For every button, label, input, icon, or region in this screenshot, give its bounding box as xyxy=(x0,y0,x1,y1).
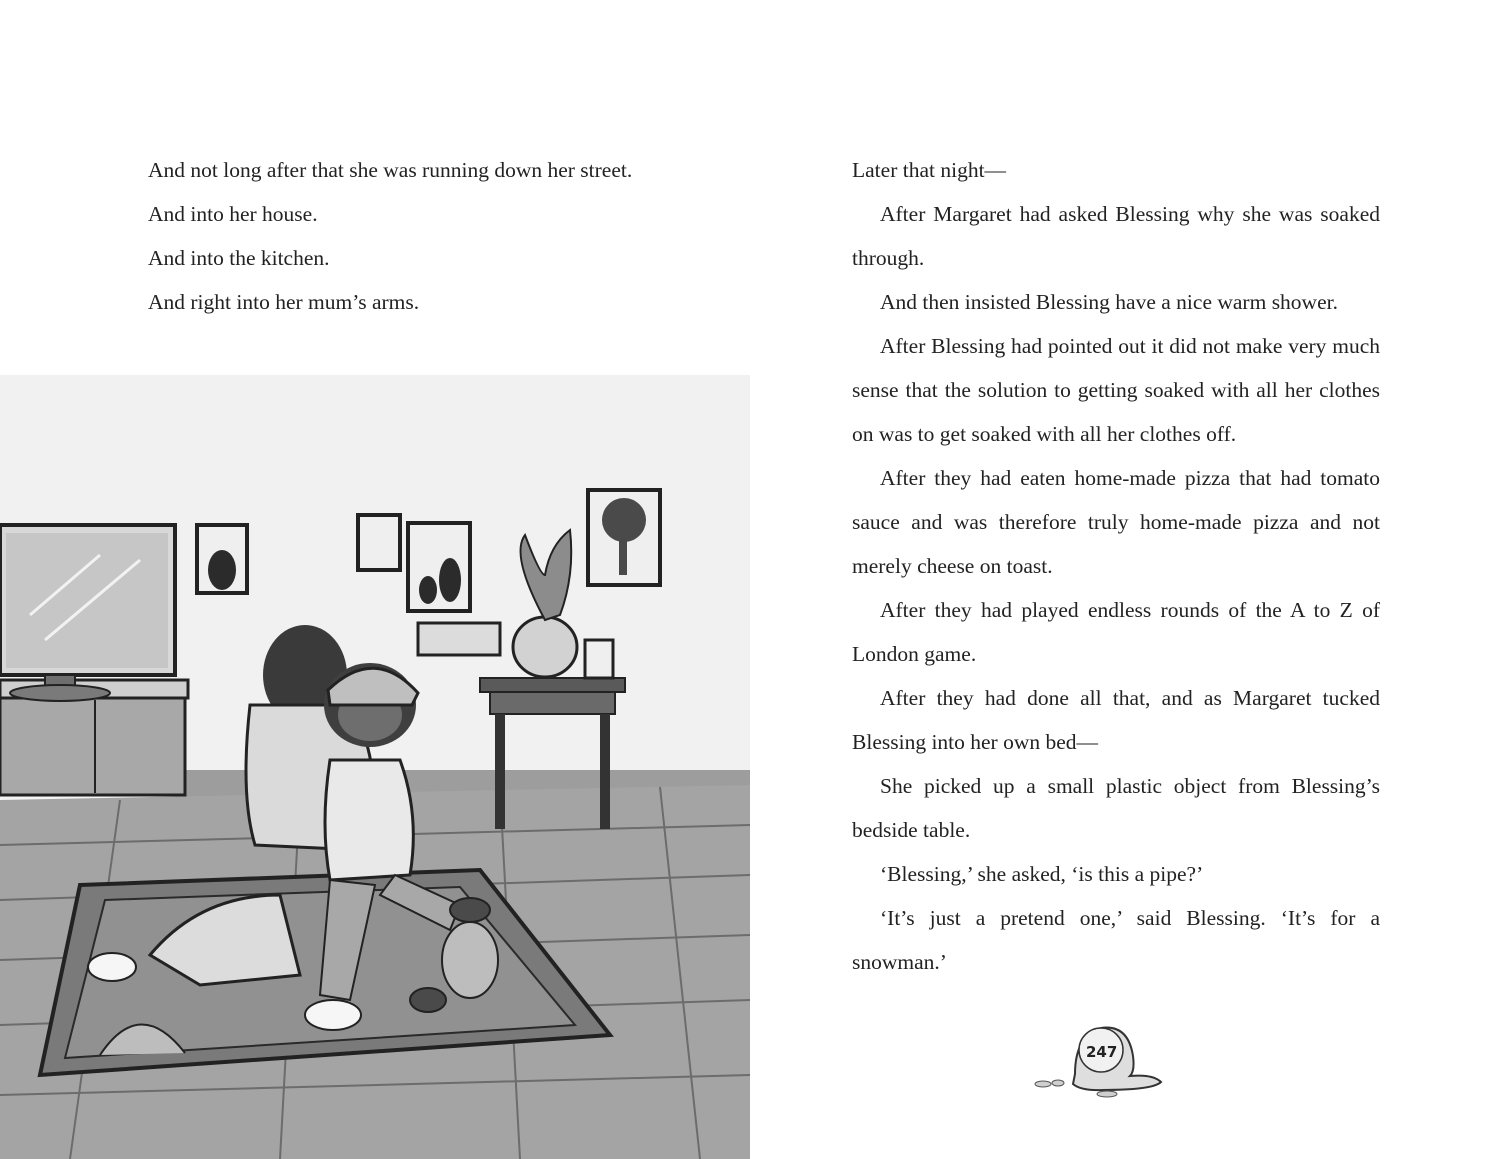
right-page xyxy=(750,0,1500,1159)
paragraph: After they had played endless rounds of the A to Z of London game. xyxy=(852,598,1380,666)
right-page-text xyxy=(852,148,1380,984)
page-number: 247 xyxy=(1086,1043,1118,1061)
page-number-snowball xyxy=(1033,1016,1168,1098)
paragraph: And into the kitchen. xyxy=(148,246,330,270)
paragraph: And right into her mum’s arms. xyxy=(148,290,420,314)
paragraph: She picked up a small plastic object from Blessing’s bedside table. xyxy=(852,774,1380,842)
paragraph: And then insisted Blessing have a nice warm shower. xyxy=(880,290,1338,314)
paragraph: Later that night— xyxy=(852,158,1007,182)
left-page-text xyxy=(120,148,648,324)
paragraph: And into her house. xyxy=(148,202,318,226)
paragraph: After Blessing had pointed out it did not make very much sense that the solution to getting soaked with all her clothes on was to get soaked with all her clothes off. xyxy=(852,334,1380,446)
paragraph: After Margaret had asked Blessing why she was soaked through. xyxy=(852,202,1380,270)
paragraph: After they had eaten home-made pizza that had tomato sauce and was therefore truly home-made pizza and not merely cheese on toast. xyxy=(852,466,1380,578)
paragraph: After they had done all that, and as Margaret tucked Blessing into her own bed— xyxy=(852,686,1380,754)
illustration-hug-in-living-room xyxy=(0,375,750,1159)
paragraph: ‘It’s just a pretend one,’ said Blessing. ‘It’s for a snowman.’ xyxy=(852,906,1380,974)
paragraph: ‘Blessing,’ she asked, ‘is this a pipe?’ xyxy=(880,862,1204,886)
paragraph: And not long after that she was running down her street. xyxy=(148,158,633,182)
